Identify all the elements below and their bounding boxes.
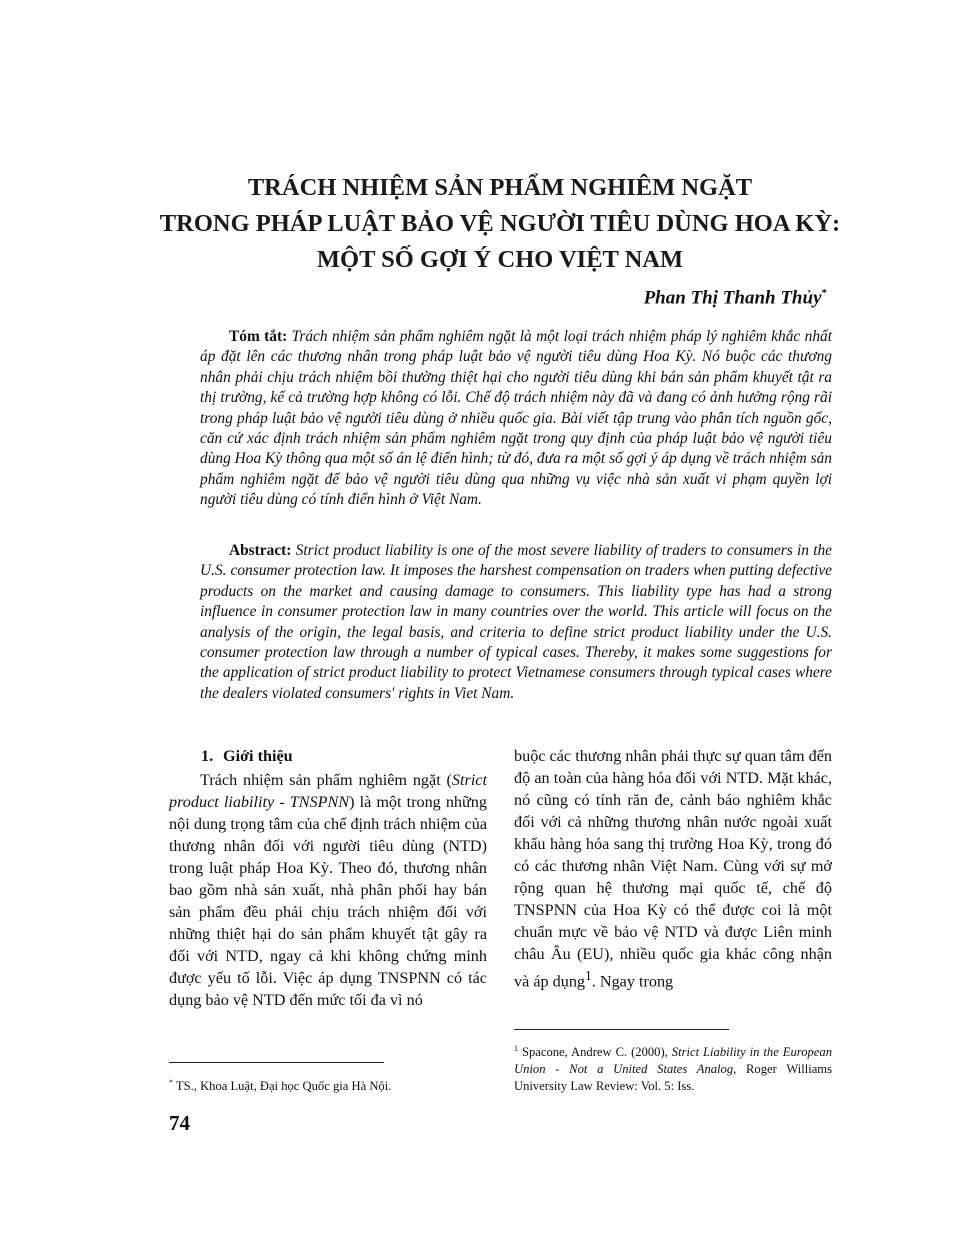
abstract-vietnamese [200,327,832,511]
body-column-left [169,745,487,1011]
body-text: buộc các thương nhân phải thực sự quan tâm đến độ an toàn của hàng hóa đối với NTD. Mặt khác, nó cũng có tính răn đe, cảnh báo nghiêm khắc đối với cả những thương nhân nước ngoài xuất khẩu hàng hóa sang thị trường Hoa Kỳ, trong đó có các thương nhân Việt Nam. Cùng với sự mở rộng quan hệ thương mại quốc tế, chế độ TNSPNN của Hoa Kỳ có thể được coi là một chuẩn mực về bảo vệ NTD và được Liên minh châu Âu (EU), nhiều quốc gia khác công nhận và áp dụng [514,747,832,991]
section-title: Giới thiệu [223,747,293,765]
footnote-divider [514,1029,729,1030]
footnote-author [169,1074,489,1095]
abstract-en-label: Abstract: [229,542,292,559]
footnote-text: TS., Khoa Luật, Đại học Quốc gia Hà Nội. [173,1079,392,1094]
footnote-text-italic: Strict Liability in the European Union - Not a United States Analog [514,1045,832,1077]
title-line: MỘT SỐ GỢI Ý CHO VIỆT NAM [316,246,684,273]
author-byline [644,287,827,309]
body-paragraph-continued [514,745,832,992]
abstract-english [200,541,832,704]
page-number: 74 [169,1111,190,1135]
abstract-vi-label: Tóm tắt: [229,328,288,345]
footnote-divider [169,1062,384,1063]
title-line: TRÁCH NHIỆM SẢN PHẨM NGHIÊM NGẶT [247,174,753,201]
footnote-reference: 1 [585,968,592,983]
title-line: TRONG PHÁP LUẬT BẢO VỆ NGƯỜI TIÊU DÙNG HOA KỲ: [159,210,841,237]
footnote-text: Spacone, Andrew C. (2000), [518,1045,672,1060]
footnote-mark: * [169,1078,173,1087]
section-number: 1. [201,747,214,765]
body-paragraph [169,769,487,1011]
author-name: Phan Thị Thanh Thủy [643,287,822,309]
abstract-vi-text: Trách nhiệm sản phẩm nghiêm ngặt là một loại trách nhiệm pháp lý nghiêm khắc nhất áp đặt lên các thương nhân trong pháp luật bảo vệ người tiêu dùng Hoa Kỳ. Nó buộc các thương nhân phải chịu trách nhiệm bồi thường thiệt hại cho người tiêu dùng khi bán sản phẩm khuyết tật ra thị trường, kể cả trường hợp không có lỗi. Chế độ trách nhiệm này đã và đang có ảnh hưởng rộng rãi trong pháp luật bảo vệ người tiêu dùng ở nhiều quốc gia. Bài viết tập trung vào phân tích nguồn gốc, căn cứ xác định trách nhiệm sản phẩm nghiêm ngặt trong quy định của pháp luật bảo vệ người tiêu dùng Hoa Kỳ thông qua một số án lệ điển hình; từ đó, đưa ra một số gợi ý áp dụng về trách nhiệm sản phẩm nghiêm ngặt để bảo vệ người tiêu dùng qua những vụ việc nhà sản xuất vi phạm quyền lợi người tiêu dùng có tính điển hình ở Việt Nam. [200,328,832,509]
body-text: Trách nhiệm sản phẩm nghiêm ngặt ( [200,771,452,789]
body-column-right [514,745,832,992]
abstract-en-text: Strict product liability is one of the most severe liability of traders to consumers in the U.S. consumer protection law. It imposes the harshest compensation on traders when putting defective products on the market and causing damage to consumers. This liability type has had a strong influence in consumer protection law in many countries over the world. This article will focus on the analysis of the origin, the legal basis, and criteria to define strict product liability under the U.S. consumer protection law through a number of typical cases. Thereby, it makes some suggestions for the application of strict product liability to protect Vietnamese consumers through typical cases where the dealers violated consumers' rights in Viet Nam. [200,542,832,702]
footnote-mark: 1 [514,1044,518,1053]
section-heading [201,745,487,767]
body-text-italic: Strict product liability - TNSPNN [169,771,487,811]
body-text: . Ngay trong [591,972,674,991]
footnote-1 [514,1040,832,1095]
article-title [130,170,870,278]
body-text: ) là một trong những nội dung trọng tâm của chế định trách nhiệm của thương nhân đối với người tiêu dùng (NTD) trong luật pháp Hoa Kỳ. Theo đó, thương nhân bao gồm nhà sản xuất, nhà phân phối hay bán sản phẩm đều phải chịu trách nhiệm đối với những thiệt hại do sản phẩm khuyết tật gây ra đối với NTD, ngay cả khi không chứng minh được yếu tố lỗi. Việc áp dụng TNSPNN có tác dụng bảo vệ NTD đến mức tối đa vì nó [169,793,487,1009]
author-footnote-mark: * [821,287,827,299]
footnote-text: , Roger Williams University Law Review: Vol. 5: Iss. [514,1062,832,1094]
